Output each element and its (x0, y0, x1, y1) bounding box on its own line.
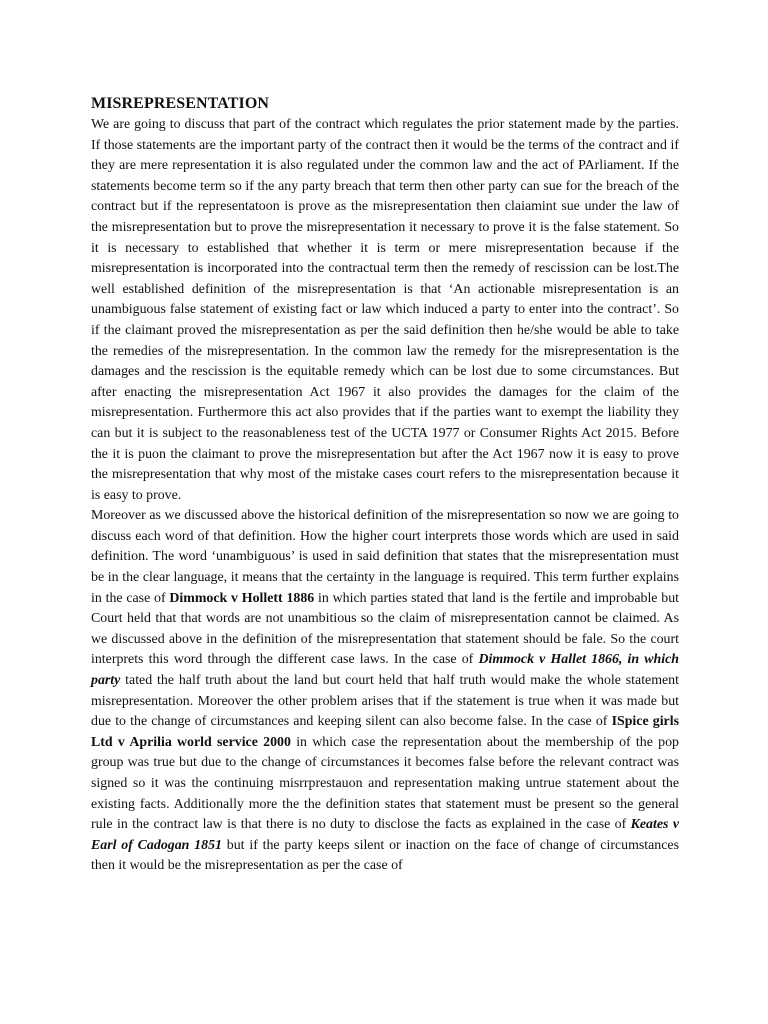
paragraph-1 (91, 115, 679, 506)
case-citation-spice-girls: ISpice girls Ltd v Aprilia world service 2000 (91, 714, 679, 750)
paragraph-text: We are going to discuss that part of the contract which regulates the prior statement made by the parties. If those statements are the important party of the contract then it would be the terms of the contract and if they are mere representation it is also regulated under the common law and the act of PArliament. If the statements become term so if the any party breach that term then other party can sue for the breach of the contract but if the representatoon is prove as the misrepresentation then claiamint sue under the law of the misrepresentation but to prove the misrepresentation it necessary to prove it is the false statement. So it is necessary to established that whether it is term or mere misrepresentation because if the misrepresentation is incorporated into the contractual term then the remedy of rescission can be lost.The well established definition of the misrepresentation is that ‘An actionable misrepresentation is an unambiguous false statement of existing fact or law which induced a party to enter into the contract’. So if the claimant proved the misrepresentation as per the said definition then he/she would be able to take the remedies of the misrepresentation. In the common law the remedy for the misrepresentation is the damages and the rescission is the equitable remedy which can be lost due to some circumstances. But after enacting the misrepresentation Act 1967 it also provides the damages for the claim of the misrepresentation. Furthermore this act also provides that if the parties want to exempt the liability they can but it is subject to the reasonableness test of the UCTA 1977 or Consumer Rights Act 2015. Before the it is puon the claimant to prove the misrepresentation but after the Act 1967 now it is easy to prove the misrepresentation that why most of the mistake cases court refers to the misrepresentation because it is easy to prove. (91, 117, 679, 503)
paragraph-text: but if the party keeps silent or inaction on the face of change of circumstances then it would be the misrepresentation as per the case of (91, 837, 679, 874)
case-citation-keates-v-cadogan: Keates v Earl of Cadogan 1851 (91, 817, 679, 853)
paragraph-text: in which parties stated that land is the fertile and improbable but Court held that that words are not unambitious so the claim of misrepresentation cannot be claimed. As we discussed above in the definition of the misrepresentation that statement should be fale. So the court interprets this word through the different case laws. In the case of (91, 590, 680, 668)
paragraph-text: tated the half truth about the land but court held that half truth would make the whole statement misrepresentation. Moreover the other problem arises that if the statement is true when it was made but due to the change of circumstances and keeping silent can also become false. In the case of (91, 673, 679, 730)
document-page (91, 94, 679, 877)
case-citation-dimmock-v-hallet: Dimmock v Hallet 1866, in which party (91, 652, 680, 689)
paragraph-text: in which case the representation about the membership of the pop group was true but due to the change of circumstances it becomes false before the relevant contract was signed so it was the continuing misrrprestauon and representation making untrue statement about the existing facts. Additionally more the the definition states that statement must be present so the general rule in the contract law is that there is no duty to disclose the facts as explained in the case of (91, 734, 680, 833)
case-citation-dimmock-v-hollett: Dimmock v Hollett 1886 (169, 590, 315, 606)
paragraph-2 (91, 506, 679, 877)
document-title: MISREPRESENTATION (91, 95, 270, 112)
paragraph-text: Moreover as we discussed above the historical definition of the misrepresentation so now we are going to discuss each word of that definition. How the higher court interprets those words which are used in said definition. The word ‘unambiguous’ is used in said definition that states that the misrepresentation must be in the clear language, it means that the certainty in the language is required. This term further explains in the case of (91, 508, 679, 606)
